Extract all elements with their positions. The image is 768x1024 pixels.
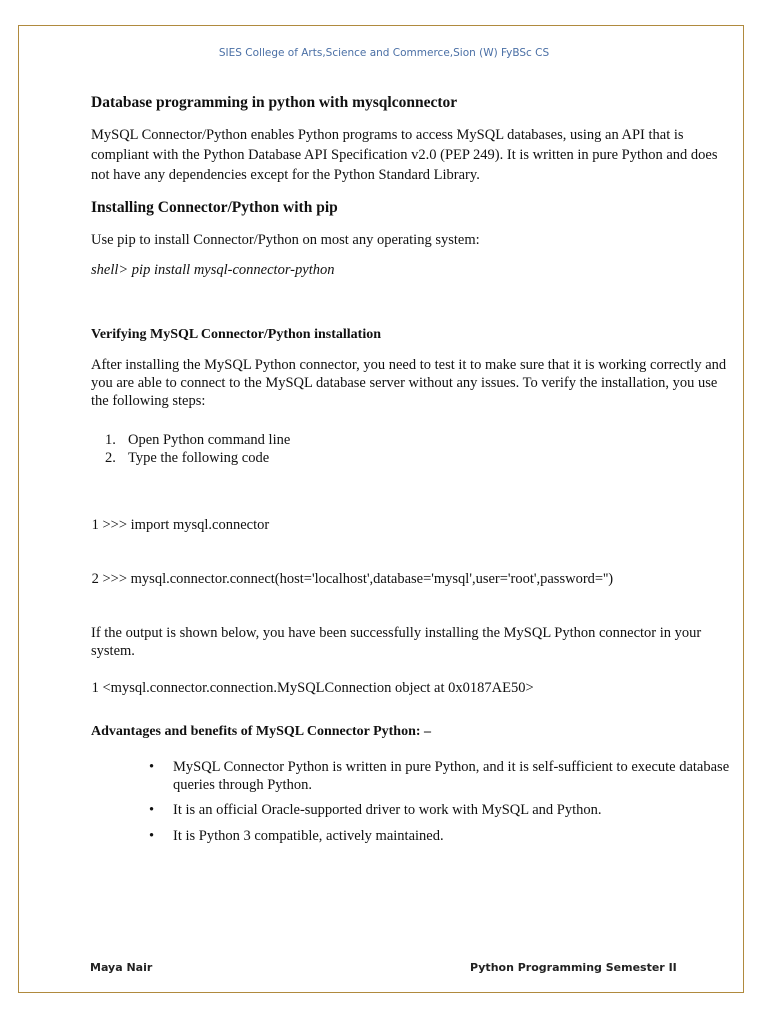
advantages-list <box>91 758 731 845</box>
advantage-text: MySQL Connector Python is written in pure Python, and it is self-sufficient to execute database queries through Python. <box>173 759 730 793</box>
steps-list <box>91 431 731 467</box>
list-item <box>91 827 731 845</box>
advantage-text: It is Python 3 compatible, actively maintained. <box>173 828 444 844</box>
step-number: 2. <box>105 450 116 466</box>
verify-text: After installing the MySQL Python connector, you need to test it to make sure that it is working correctly and you are able to connect to the MySQL database server without any issues. To verify the installation, you use the following steps: <box>91 357 727 409</box>
list-item <box>91 431 731 449</box>
document-title: Database programming in python with mysqlconnector <box>91 94 458 111</box>
page-header: SIES College of Arts,Science and Commerce,Sion (W) FyBSc CS <box>218 47 550 59</box>
advantages-heading: Advantages and benefits of MySQL Connector Python: – <box>91 724 432 739</box>
bullet-icon: • <box>149 828 155 844</box>
install-heading: Installing Connector/Python with pip <box>91 199 338 216</box>
verify-heading: Verifying MySQL Connector/Python installation <box>91 327 382 342</box>
step-number: 1. <box>105 432 116 448</box>
footer-course: Python Programming Semester II <box>470 961 677 974</box>
document-body <box>88 94 731 845</box>
code-line: 1 >>> import mysql.connector <box>88 517 270 533</box>
advantage-text: It is an official Oracle-supported driver to work with MySQL and Python. <box>173 802 602 818</box>
list-item <box>91 758 731 794</box>
install-text: Use pip to install Connector/Python on most any operating system: <box>91 232 480 248</box>
footer-author: Maya Nair <box>90 961 153 974</box>
intro-paragraph: MySQL Connector/Python enables Python programs to access MySQL databases, using an API that is compliant with the Python Database API Specification v2.0 (PEP 249). It is written in pure Python and does not have any dependencies except for the Python Standard Library. <box>91 127 718 183</box>
bullet-icon: • <box>149 802 155 818</box>
install-command: shell> pip install mysql-connector-python <box>91 262 335 278</box>
list-item <box>91 801 731 819</box>
code-line: 2 >>> mysql.connector.connect(host='localhost',database='mysql',user='root',password='') <box>88 571 614 587</box>
code-block <box>88 480 731 624</box>
bullet-icon: • <box>149 759 155 775</box>
step-text: Type the following code <box>128 450 270 466</box>
step-text: Open Python command line <box>128 432 291 448</box>
output-line: 1 <mysql.connector.connection.MySQLConnection object at 0x0187AE50> <box>88 680 534 696</box>
success-text: If the output is shown below, you have been successfully installing the MySQL Python connector in your system. <box>91 625 702 659</box>
list-item <box>91 449 731 467</box>
